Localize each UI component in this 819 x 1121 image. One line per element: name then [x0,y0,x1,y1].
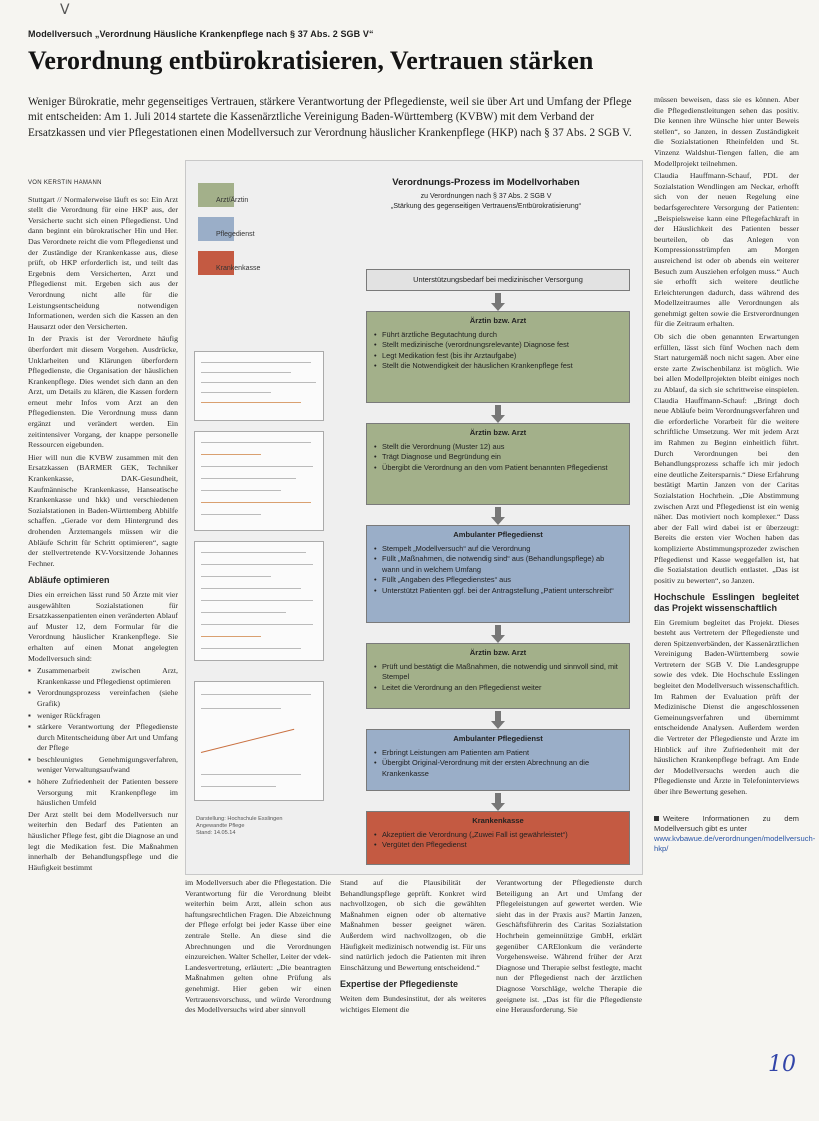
form-thumbnail [194,681,324,801]
handwritten-mark: V [60,2,70,18]
flow-arrow [491,793,505,811]
legend-label: Krankenkasse [216,265,261,272]
bottom-column [185,878,331,1118]
diagram-caption: Darstellung: Hochschule Esslingen Angewandte Pflege Stand: 14.05.14 [196,816,283,836]
start-label: Unterstützungsbedarf bei medizinischer Versorgung [413,275,583,284]
article-paragraph: Dies ein erreichen lässt rund 50 Ärzte mit vier ausgewählten Sozialstationen für Ersatzkassenpatienten einen veränderten Ablauf auf Muster 12, dem Formular für die Verordnung häuslicher Krankenpflege. Sie erhalten auf einen Monat angelegten Modellversuch sind: [28,589,178,663]
diagram-subtitle: zu Verordnungen nach § 37 Abs. 2 SGB V [420,193,552,200]
step-heading: Ambulanter Pflegedienst [453,530,543,539]
step-item: • Füllt „Maßnahmen, die notwendig sind“ aus (Behandlungspflege) ab wann und in welchem Umfang [373,554,623,575]
subheading: Hochschule Esslingen begleitet das Projekt wissenschaftlich [654,592,799,613]
legend-label: Arzt/Ärztin [216,197,249,204]
bottom-column [340,878,486,1118]
step-item: • Übergibt Original-Verordnung mit der ersten Abrechnung an die Krankenkasse [373,758,623,779]
flow-arrow [491,711,505,729]
step-heading: Ambulanter Pflegedienst [453,734,543,743]
right-column [654,95,816,1095]
step-heading: Krankenkasse [472,816,524,825]
flow-arrow [491,405,505,423]
list-item: ▪ beschleunigtes Genehmigungsverfahren, weniger Verwaltungsaufwand [28,755,178,776]
subheading: Abläufe optimieren [28,575,110,586]
step-item: • Stempelt „Modellversuch“ auf die Verordnung [373,544,623,555]
step-item: • Erbringt Leistungen am Patienten am Patient [373,748,623,759]
flow-arrow [491,507,505,525]
step-item: • Übergibt die Verordnung an den vom Patient benannten Pflegedienst [373,463,623,474]
form-thumbnail [194,351,324,421]
step-box [366,311,630,403]
article-paragraph: Ob sich die oben genannten Erwartungen erfüllen, lässt sich fünf Wochen nach dem Start naturgemäß noch nicht sagen. Aber eine erste zarte Zwischenbilanz ist möglich. Wie bei allen Modellprojekten bleibt einiges noch zu Ablauf, da sich sie schrittweise einspielen. Claudia Hauffmann-Schauf: „Bringt doch neue Abläufe beim Verordnungsverfahren und die erforderliche Vorarbeit für die weitere schriftliche Umsetzung. Wer mit jedem Arzt im Rahmen zu Beginn einheitlich führt. Durch Verordnungen bei den Behandlungsprozess schaffe ich mir jedoch eine deutliche Zeitersparnis.“ Diese Erfahrung bestätigt Martin Janzen von der Caritas Sozialstation Hochrhein. „Die Abstimmung zwischen Arzt und Pflegedienst ist ein wenig näher. Das motiviert noch komplexer.“ Dass aber der Fall wird dabei ist er überzeugt: Bereits die ersten vier Wochen haben das komplizierte Abstimmungsprozeder zwischen Pflegedienst und Kasse weggefallen ist, hat die Sozialstation deutlich entlastet. „Das ist positiv zu bewerten“, so Janzen. [654,332,799,585]
list-item: ▪ Zusammenarbeit zwischen Arzt, Krankenkasse und Pflegedienst optimieren [28,666,178,687]
article-paragraph: Stuttgart // Normalerweise läuft es so: Ein Arzt stellt die Verordnung für eine HKP aus, der Versicherte sucht sich einen Pflegedienst. Und dann beginnt ein bürokratischer Hin und Her. Das Verordnete reicht die vom Pflegedienst und der Zuständige der Krankenkasse aus, diese prüft, ob HKP erforderlich ist, und teilt das Ergebnis dem Versicherten, Arzt und Pflegedienst mit. Ergeben sich aus der Verordnung nicht alle für die Leistungsentscheidung notwendigen Informationen, werden sich die Kassen an den Hausarzt oder den Versicherten. [28,194,178,331]
form-thumbnail [194,541,324,661]
step-item: • Trägt Diagnose und Begründung ein [373,452,623,463]
step-heading: Ärztin bzw. Arzt [469,316,527,325]
step-item: • Füllt „Angaben des Pflegedienstes“ aus [373,575,623,586]
bottom-column [496,878,642,1118]
lead-paragraph: Weniger Bürokratie, mehr gegenseitiges Vertrauen, stärkere Verantwortung der Pflegedienste, weil sie über Art und Umfang der Pflege mit entscheiden: Am 1. Juli 2014 startete die Kassenärztliche Vereinigung Baden-Württemberg (KVBW) mit dem Verband der Ersatzkassen und vier Pflegestationen einen Modellversuch zur Verordnung häuslicher Krankenpflege (HKP) nach § 37 Abs. 2 SGB V. [28,96,632,139]
article-paragraph: Claudia Hauffmann-Schauf, PDL der Sozialstation Wendlingen am Neckar, erhofft sich von der neuen Regelung eine bedarfsgerechtere Versorgung der Patienten: „Beispielsweise kann eine Pflegefachkraft in der Häuslichkeit des Patienten besser beurteilen, ob das Anlegen von Kompressionsstrümpfen am Morgen ausreichend ist oder ob abends ein weiterer Besuch zum Ausziehen erfolgen muss.“ Auch sie erhofft sich weitere deutliche Erleichterungen dadurch, dass während des Modellzeitraumes alle Verordnungen als genehmigt gelten sowie die Erstverordnungen für die Zeitraum erhalten. [654,171,799,329]
article-paragraph: im Modellversuch aber die Pflegestation. Die Verantwortung für die Verordnung bleibt weiterhin beim Arzt, allein schon aus haftungsrechtlichen Fragen. Die Abzeichnung der Pflege erfolgt bei jeder Kasse über eine zentrale Stelle. An diese sind die Abrechnungen und die Verordnungen einzureichen. Walter Scheller, Leiter der vdek-Landesvertretung, erläutert: „Die beantragten Maßnahmen gelten ohne Prüfung als genehmigt. Hier geben wir einen Vertrauensvorschuss, und würde Verordnung des Modellversuchs wird aber sinnvoll [185,878,331,1015]
start-box [366,269,630,291]
headline: Verordnung entbürokratisieren, Vertrauen stärken [28,46,594,75]
step-item: • Stellt die Notwendigkeit der häuslichen Krankenpflege fest [373,361,623,372]
process-diagram [185,160,643,875]
step-item: • Stellt die Verordnung (Muster 12) aus [373,442,623,453]
step-item: • Prüft und bestätigt die Maßnahmen, die notwendig und sinnvoll sind, mit Stempel [373,662,623,683]
info-box [654,813,816,854]
step-box [366,525,630,623]
flow-arrow [491,293,505,311]
info-label: Weitere Informationen zu dem Modellversuch gibt es unter [654,813,799,833]
step-heading: Ärztin bzw. Arzt [469,428,527,437]
article-paragraph: Weiten dem Bundesinstitut, der als weiteres wichtiges Element die [340,993,486,1014]
step-item: • Stellt medizinische (verordnungsrelevante) Diagnose fest [373,340,623,351]
step-item: • Führt ärztliche Begutachtung durch [373,330,623,341]
step-box [366,811,630,865]
info-link[interactable]: www.kvbawue.de/verordnungen/modellversuch-hkp/ [654,833,816,853]
step-item: • Legt Medikation fest (bis ihr Arztaufgabe) [373,351,623,362]
list-item: ▪ höhere Zufriedenheit der Patienten bessere Versorgung mit Krankenpflege im häuslichen Umfeld [28,777,178,809]
step-item: • Leitet die Verordnung an den Pflegedienst weiter [373,683,623,694]
legend-label: Pflegedienst [216,231,255,238]
handwritten-page-number: 10 [768,1052,796,1077]
article-paragraph: Stand auf die Plausibilität der Behandlungspflege geprüft. Konkret wird nachvollzogen, ob sich die gewählten Maßnahmen eignen oder ob alternative Maßnahmen besser geeignet wären. Außerdem wird nachvollzogen, ob die Häufigkeit medizinisch notwendig ist. Für uns sind natürlich jedoch die Patienten mit ihren Einschätzung und Bewertung entscheidend.“ [340,878,486,972]
goals-list [28,666,178,809]
step-box [366,729,630,791]
step-item: • Vergütet den Pflegedienst [373,840,623,851]
article-paragraph: müssen beweisen, dass sie es können. Aber die Pflegedienstleitungen sehen das positiv. Die kennen ihre Wünsche hier unter Beweis stellen“, so Janzen, in dessen Zuständigkeit die Sozialstationen Rheinfelden und St. Vinzenz Waldshut-Tiengen fallen, die am Modellprojekt teilnehmen. [654,95,799,168]
list-item: ▪ stärkere Verantwortung der Pflegedienste durch Mitentscheidung über Art und Umfang der Pflege [28,722,178,754]
left-column [28,178,178,1118]
step-box [366,423,630,505]
subheading: Expertise der Pflegedienste [340,979,459,990]
diagram-subtitle: „Stärkung des gegenseitigen Vertrauens/Entbürokratisierung“ [391,203,581,210]
step-item: • Akzeptiert die Verordnung („Zuwei Fall ist gewährleistet“) [373,830,623,841]
list-item: ▪ Verordnungsprozess vereinfachen (siehe Grafik) [28,688,178,709]
step-item: • Unterstützt Patienten ggf. bei der Antragstellung „Patient unterschreibt“ [373,586,623,597]
diagram-title: Verordnungs-Prozess im Modellvorhaben [392,177,580,188]
bullet-square-icon [654,816,659,821]
flow-arrow [491,625,505,643]
article-paragraph: Der Arzt stellt bei dem Modellversuch nur weiterhin den Bedarf des Patienten an häuslicher Pflege fest, gibt die Diagnose an und legt die Medikation fest. Die Maßnahmen innerhalb der Behandlungspflege und die Häufigkeit bestimmt [28,809,178,872]
byline: VON KERSTIN HAMANN [28,180,102,186]
article-paragraph: Hier will nun die KVBW zusammen mit den Ersatzkassen (BARMER GEK, Techniker Krankenkasse, DAK-Gesundheit, Kaufmännische Krankenkasse, Hanseatische Krankenkasse und hkk) und verschiedenen Sozialstationen in Baden-Württemberg Abhilfe schaffen. „Gerade vor dem Hintergrund des drohenden Ärztemangels müssen wir die Abläufe Schritt für Schritt optimieren“, sagte der stellvertretende KV-Vorsitzende Johannes Fechner. [28,452,178,568]
step-box [366,643,630,709]
article-paragraph: In der Praxis ist der Verordnete häufig überfordert mit diesem Vorgehen. Ausdrücke, Unklarheiten und Klärungen überfordern Pflegedienste, die Organisation der häuslichen Krankenpflege. Dies wendet sich dann an den Arzt, um Details zu klären, die Kassen fordern erneut mehr Infos vom Arzt an den Pflegediensten. Die Verordnung muss dann ergänzt und verändert werden. Ein zeitintensiver Vorgang, der knappe personelle Ressourcen eigebunden. [28,334,178,450]
article-paragraph: Verantwortung der Pflegedienste durch Beteiligung an Art und Umfang der Pflegeleistungen auf gewertet werden. Wie sieht das in der Praxis aus? Martin Janzen, Geschäftsführerin des Caritas Sozialstation Hochrhein gemeinnützige GmbH, erklärt gegenüber CARElonkum die veränderte Vorgehensweise. Während früher der Arzt Diagnose und Therapie selbst festlegte, macht nun der Pflegedienst nach der ärztlichen Diagnose Vorschläge, welche Therapie die geeignete ist. „Das ist für die Pflegedienste eine Herausforderung. Sie [496,878,642,1015]
form-thumbnail [194,431,324,531]
article-paragraph: Ein Gremium begleitet das Projekt. Dieses besteht aus Vertretern der Pflegedienste und deren Spitzenverbänden, der Kassenärztlichen Vereinigung Baden-Württemberg sowie Vertretern der SGB V. Die Landesgruppe sowie des vdek. Die Hochschule Esslingen begleitet den Modellversuch wissenschaftlich. Im Rahmen der Evaluation prüft der Medizinische Dienst die angeschlossenen Gemeinungsverfahren und übernimmt entscheidende Analysen. Außerdem werden die Vertreter der Pflegedienste und Ärzte im Hinblick auf ihre Zufriedenheit mit der häuslichen Krankenpflege befragt. Am Ende der Modellversuchs werden auch die Pflegedienste und Ärzte in Telefoninterviews über ihre Bewertung gesehen. [654,617,799,796]
kicker: Modellversuch „Verordnung Häusliche Krankenpflege nach § 37 Abs. 2 SGB V“ [28,29,374,39]
list-item: ▪ weniger Rückfragen [28,711,178,722]
step-heading: Ärztin bzw. Arzt [469,648,527,657]
